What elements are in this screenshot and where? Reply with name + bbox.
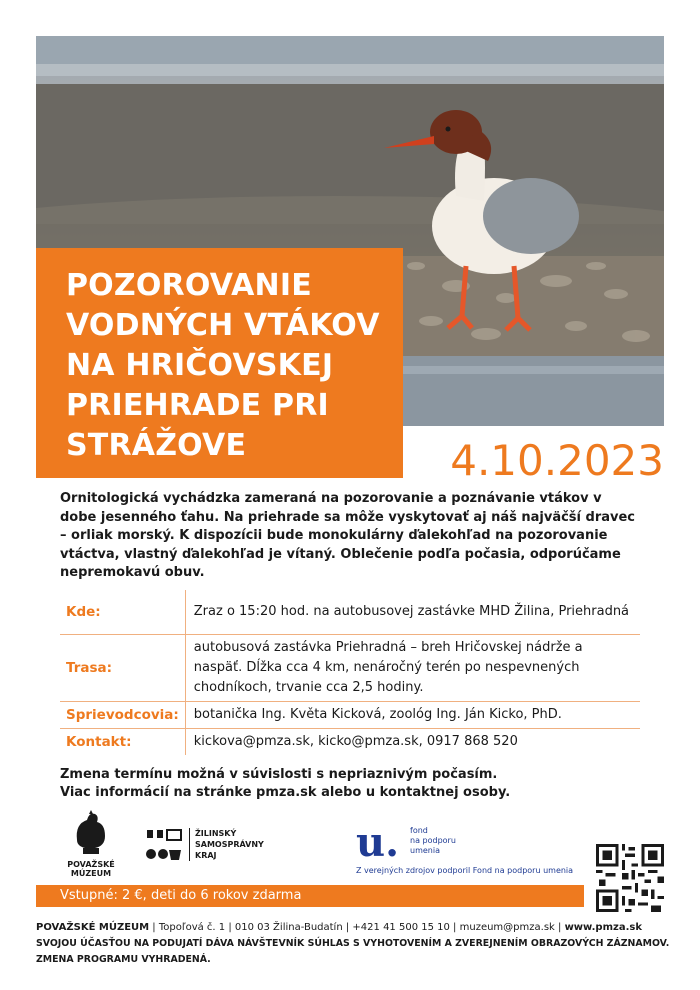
event-date: 4.10.2023 xyxy=(450,436,664,485)
footer-city: 010 03 Žilina-Budatín xyxy=(234,922,343,933)
info-value xyxy=(185,728,640,755)
contact-emails-phone[interactable]: kickova@pmza.sk, kicko@pmza.sk, 0917 868 520 xyxy=(193,733,518,749)
zilinsky-kraj-logo xyxy=(143,828,263,878)
info-row-kde xyxy=(60,590,640,634)
region-logo-line: KRAJ xyxy=(195,851,217,860)
fund-logo-line: na podporu xyxy=(410,836,456,845)
intro-paragraph: Ornitologická vychádzka zameraná na pozorovanie a poznávanie vtákov v dobe jesenného ťahu. Na priehrade sa môže vyskytovať aj náš najväčší dravec – orliak morský. K dispozícii bude monokulárny ďalekohľad na pozorovanie vtáctva, vlastný ďalekohľad je vítaný. Oblečenie podľa počasia, odporúčame nepremokavú obuv. xyxy=(60,491,636,580)
footer-separator: | xyxy=(554,922,565,933)
region-logo-line: ŽILINSKÝ xyxy=(195,829,237,838)
info-label: Kontakt: xyxy=(60,728,185,755)
region-coat-of-arms-icon xyxy=(143,828,185,872)
footer-disclaimer xyxy=(36,936,670,968)
title-line: STRÁŽOVE xyxy=(66,428,247,463)
museum-logo-line: POVAŽSKÉ xyxy=(67,860,115,869)
info-label: Sprievodcovia: xyxy=(60,701,185,728)
fund-logo-line: umenia xyxy=(410,846,440,855)
info-value: botanička Ing. Květa Kicková, zoológ Ing. Ján Kicko, PhD. xyxy=(185,701,640,728)
info-value: Zraz o 15:20 hod. na autobusovej zastávke MHD Žilina, Priehradná xyxy=(193,603,630,619)
info-value: autobusová zastávka Priehradná – breh Hričovskej nádrže a naspäť. Dĺžka cca 4 km, nenáročný terén po nespevnených chodníkoch, trvanie cca 2,5 hodiny. xyxy=(185,634,640,701)
event-title xyxy=(36,248,403,478)
rooster-icon xyxy=(69,810,113,856)
info-label: Trasa: xyxy=(60,634,185,701)
title-line: VODNÝCH VTÁKOV xyxy=(66,308,380,343)
fund-logo-letter: u. xyxy=(356,819,400,866)
info-label: Kde: xyxy=(60,590,185,634)
note-line: Zmena termínu možná v súvislosti s nepriaznivým počasím. xyxy=(60,767,498,782)
footer-separator: | xyxy=(449,922,460,933)
qr-code[interactable] xyxy=(596,844,664,912)
footer-contact xyxy=(36,920,666,936)
footer-phone[interactable]: +421 41 500 15 10 xyxy=(352,922,450,933)
title-line: PRIEHRADE PRI xyxy=(66,388,329,423)
disclaimer-line: SVOJOU ÚČASŤOU NA PODUJATÍ DÁVA NÁVŠTEVNÍK SÚHLAS S VYHOTOVENÍM A ZVEREJNENÍM OBRAZOVÝCH ZÁZNAMOV. xyxy=(36,938,670,949)
info-row-sprievodcovia xyxy=(60,701,640,728)
fund-support-text: Z verejných zdrojov podporil Fond na podporu umenia xyxy=(356,866,574,875)
region-logo-line: SAMOSPRÁVNY xyxy=(195,840,264,849)
title-line: POZOROVANIE xyxy=(66,268,312,303)
fund-logo-line: fond xyxy=(410,826,428,835)
admission-price-bar: Vstupné: 2 €, deti do 6 rokov zdarma xyxy=(36,885,584,907)
footer-separator: | xyxy=(342,922,353,933)
info-table xyxy=(60,590,640,755)
weather-note xyxy=(60,766,660,802)
info-row-kontakt xyxy=(60,728,640,755)
fund-logo-name xyxy=(410,826,456,856)
disclaimer-line: ZMENA PROGRAMU VYHRADENÁ. xyxy=(36,954,211,965)
footer-email[interactable]: muzeum@pmza.sk xyxy=(459,922,555,933)
info-row-trasa xyxy=(60,634,640,701)
footer-separator: | xyxy=(149,922,159,933)
title-line: NA HRIČOVSKEJ xyxy=(66,348,334,383)
fond-na-podporu-umenia-logo xyxy=(352,819,582,876)
povazske-muzeum-logo xyxy=(56,810,126,878)
note-line: Viac informácií na stránke pmza.sk alebo u kontaktnej osoby. xyxy=(60,785,511,800)
footer-org: POVAŽSKÉ MÚZEUM xyxy=(36,922,150,933)
footer-web-link[interactable]: www.pmza.sk xyxy=(564,922,642,933)
footer-address: Topoľová č. 1 xyxy=(158,922,226,933)
region-logo-text xyxy=(189,828,264,861)
footer-separator: | xyxy=(225,922,235,933)
museum-logo-line: MÚZEUM xyxy=(70,869,112,878)
